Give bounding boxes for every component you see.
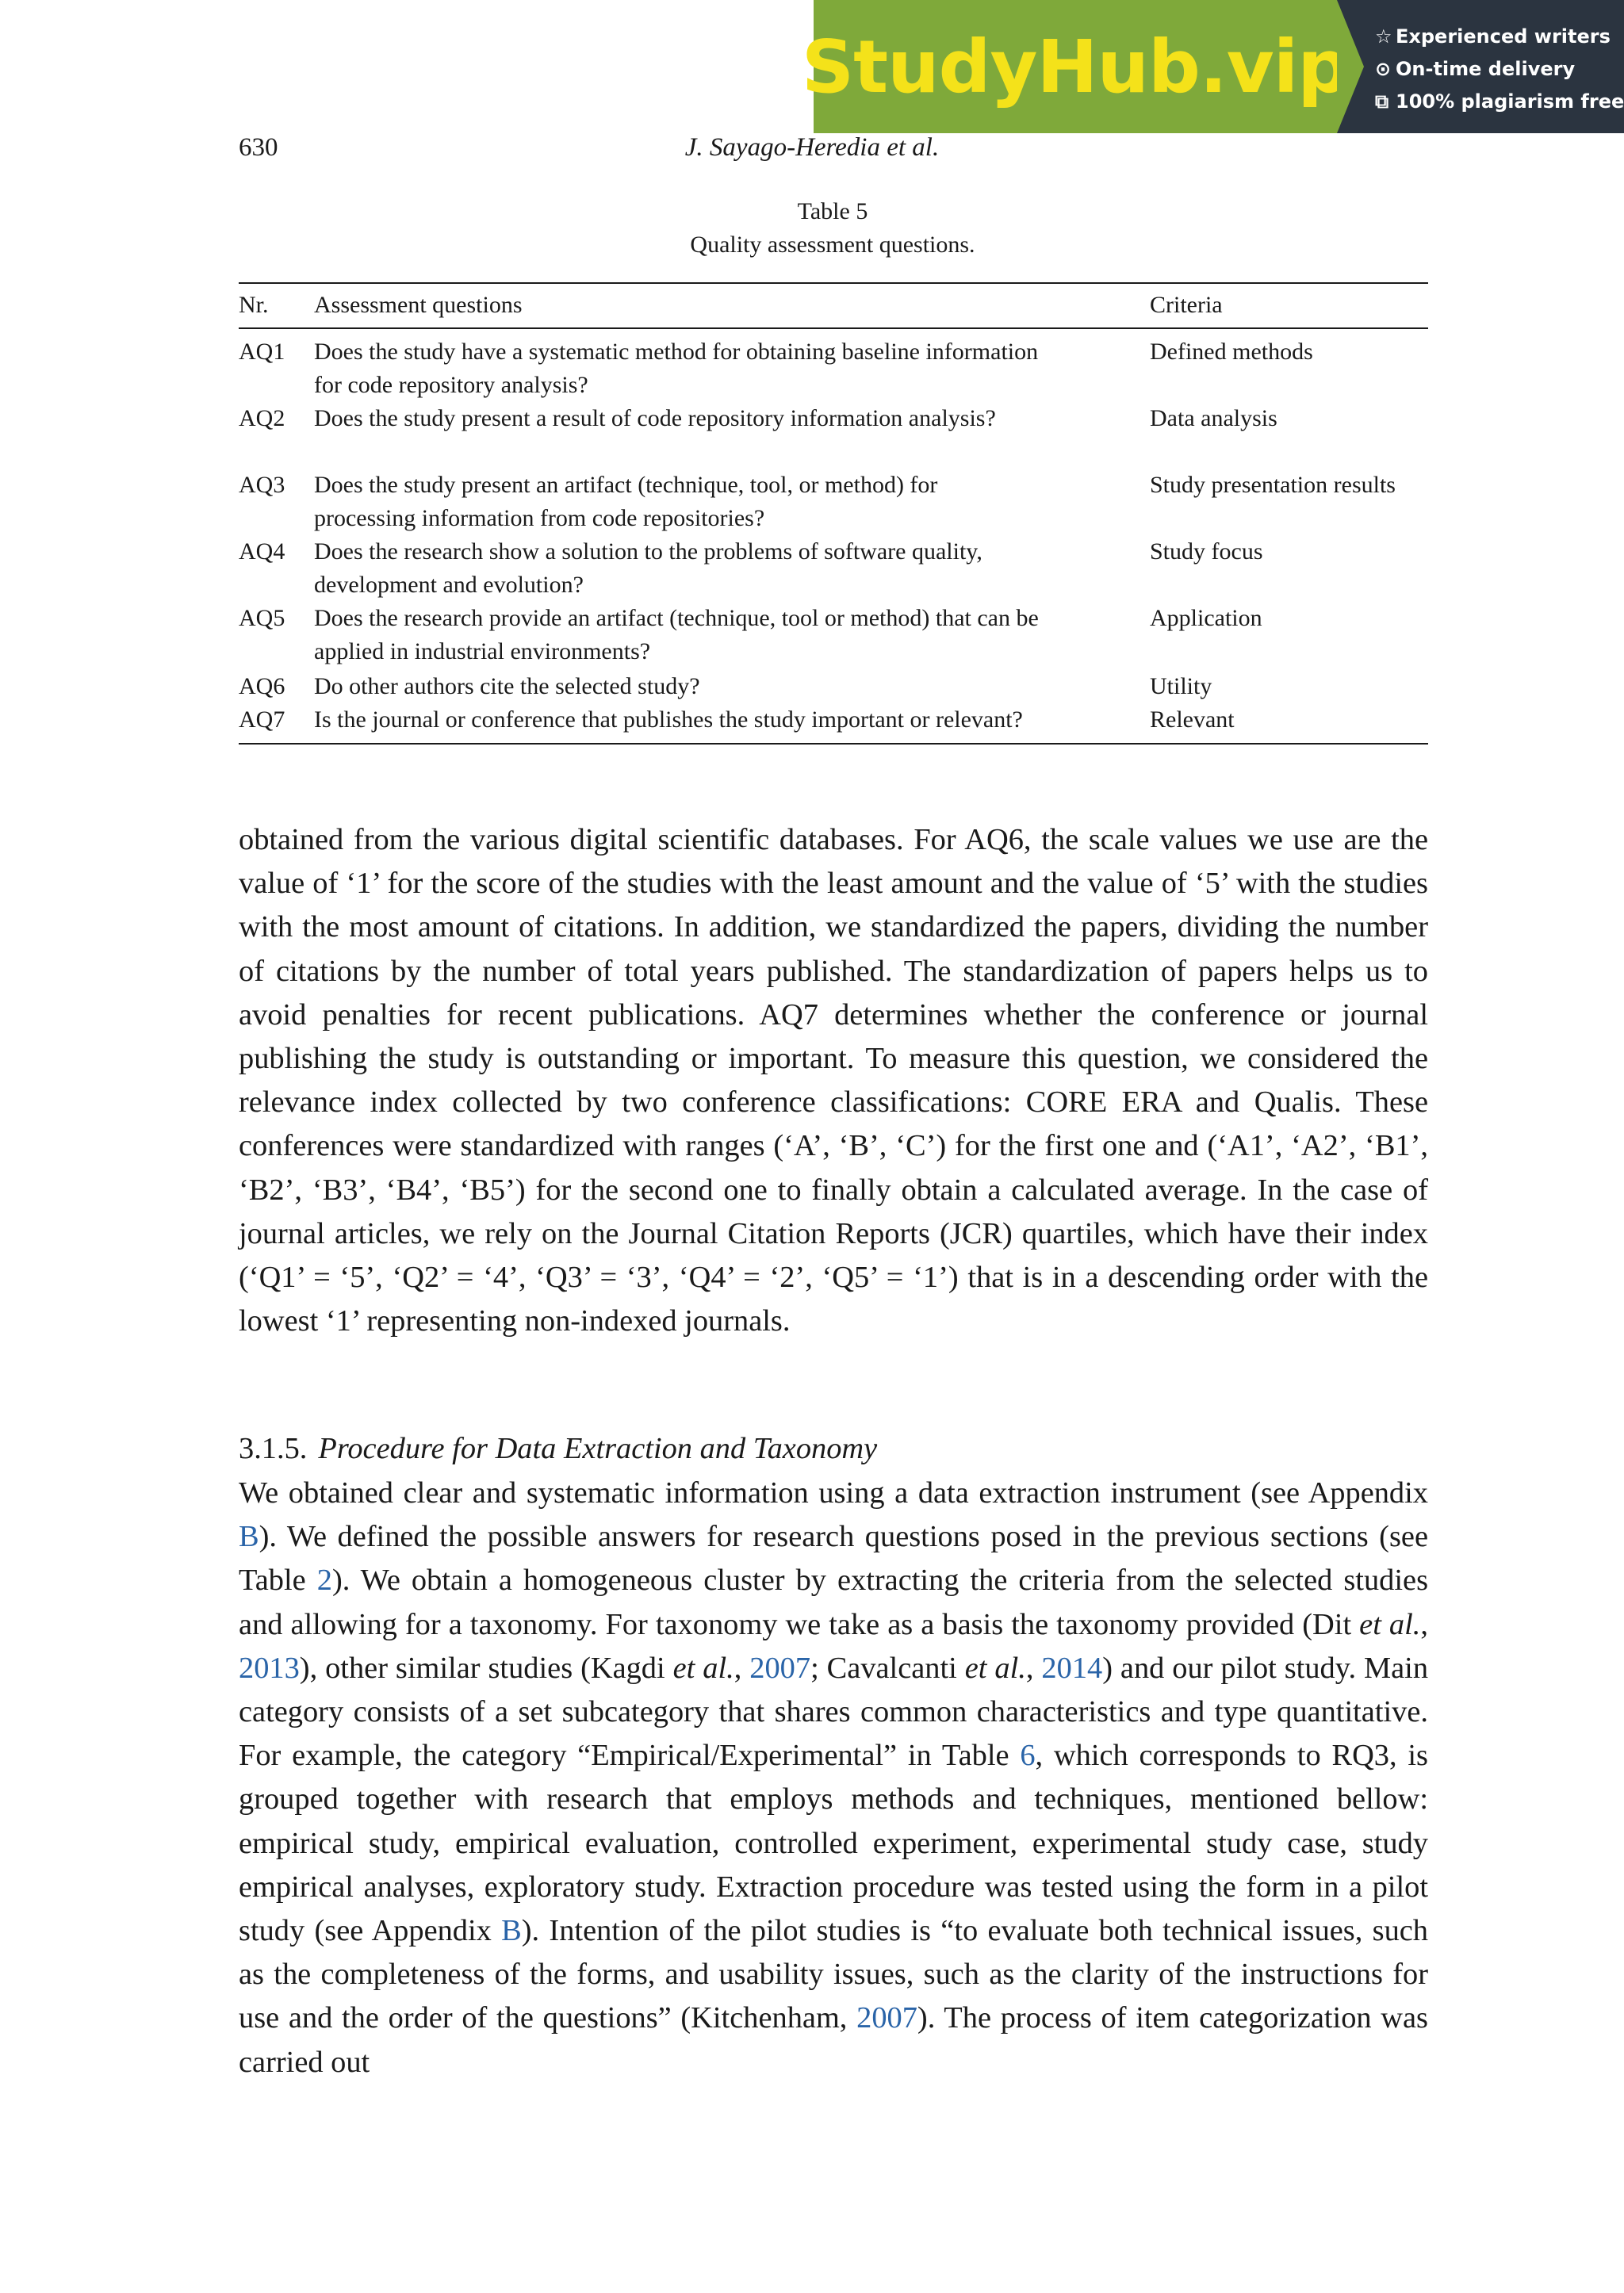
banner-arrow xyxy=(1337,0,1364,133)
section-number: 3.1.5. xyxy=(239,1432,308,1465)
text-run: , which corresponds to RQ3, is grouped together with research that employs methods and techniques, mentioned bellow: empirical study, empirical evaluation, controlled experiment, experimental study case, study empirical analyses, exploratory study. Extraction procedure was tested using the form in a pilot study (see Appendix xyxy=(239,1739,1428,1948)
table-title: Quality assessment questions. xyxy=(690,232,975,258)
table-header-rule xyxy=(239,327,1428,329)
row-criteria: Application xyxy=(1150,605,1262,631)
row-nr: AQ1 xyxy=(239,339,285,365)
studyhub-logo[interactable] xyxy=(801,0,1350,133)
ref-appendix-b[interactable]: B xyxy=(501,1914,522,1948)
question-line: Does the study present an artifact (technique, tool, or method) for xyxy=(314,472,938,498)
feature-text: Experienced writers xyxy=(1396,25,1611,48)
header-criteria: Criteria xyxy=(1150,292,1223,318)
body-paragraph: obtained from the various digital scientific databases. For AQ6, the scale values we use are the value of ‘1’ for the score of the studies with the least amount and the value of ‘5’ with the studies with the most amount of citations. In addition, we standardized the papers, dividing the number of citations by the number of total years published. The standardization of papers helps us to avoid penalties for recent publications. AQ7 determines whether the conference or journal publishing the study is outstanding or important. To measure this question, we considered the relevance index collected by two conference classifications: CORE ERA and Qualis. These conferences were standardized with ranges (‘A’, ‘B’, ‘C’) for the first one and (‘A1’, ‘A2’, ‘B1’, ‘B2’, ‘B3’, ‘B4’, ‘B5’) for the second one to finally obtain a calculated average. In the case of journal articles, we rely on the Journal Citation Reports (JCR) quartiles, which have their index (‘Q1’ = ‘5’, ‘Q2’ = ‘4’, ‘Q3’ = ‘3’, ‘Q4’ = ‘2’, ‘Q5’ = ‘1’) that is in a descending order with the lowest ‘1’ representing non-indexed journals. xyxy=(239,823,1428,1338)
row-question: Is the journal or conference that publishes the study important or relevant? xyxy=(314,706,1023,733)
feature-on-time-delivery xyxy=(1375,53,1624,86)
star-icon: ☆ xyxy=(1375,25,1392,48)
text-run: ; Cavalcanti xyxy=(810,1651,965,1685)
clock-icon: ⊙ xyxy=(1375,58,1392,80)
row-question: Does the study present a result of code repository information analysis? xyxy=(314,405,996,431)
row-nr: AQ6 xyxy=(239,673,285,699)
row-nr: AQ4 xyxy=(239,538,285,565)
copy-icon: ⧉ xyxy=(1375,90,1389,113)
question-line: Does the study have a systematic method for obtaining baseline information xyxy=(314,339,1039,365)
row-criteria: Utility xyxy=(1150,673,1212,699)
question-line: development and evolution? xyxy=(314,572,584,598)
row-question xyxy=(314,335,1136,402)
ref-table-2[interactable]: 2 xyxy=(316,1564,332,1598)
row-criteria: Relevant xyxy=(1150,706,1235,733)
header-question: Assessment questions xyxy=(314,292,523,318)
row-question xyxy=(314,602,1136,668)
table-top-rule xyxy=(239,282,1428,284)
feature-experienced-writers xyxy=(1375,21,1624,53)
ref-table-6[interactable]: 6 xyxy=(1020,1739,1036,1773)
et-al: et al. xyxy=(1359,1607,1421,1641)
running-title: J. Sayago-Heredia et al. xyxy=(684,133,940,162)
text-run: ). We obtain a homogeneous cluster by extracting the criteria from the selected studies and allowing for a taxonomy. For taxonomy we take as a basis the taxonomy provided (Dit xyxy=(239,1564,1429,1641)
page-number: 630 xyxy=(239,133,278,162)
ref-cavalcanti-2014[interactable]: 2014 xyxy=(1041,1651,1103,1685)
text-run: ). Intention of the pilot studies is “to evaluate both technical issues, such as the completeness of the forms, and usability issues, such as the clarity of the instructions for use and the order of the questions” (Kitchenham, xyxy=(239,1914,1429,2035)
table-label: Table 5 xyxy=(797,198,868,224)
ad-banner[interactable] xyxy=(801,0,1624,133)
row-question xyxy=(314,535,1136,602)
text-run: ). We defined the possible answers for research questions posed in the previous sections (see Table xyxy=(239,1520,1428,1598)
text-run: , xyxy=(1420,1607,1428,1641)
section-title: Procedure for Data Extraction and Taxonomy xyxy=(318,1432,878,1465)
question-line: for code repository analysis? xyxy=(314,372,588,398)
ref-dit-2013[interactable]: 2013 xyxy=(239,1651,300,1685)
brand-name: StudyHub.vip xyxy=(801,24,1350,109)
row-question: Do other authors cite the selected study? xyxy=(314,673,700,699)
question-line: Does the research provide an artifact (technique, tool or method) that can be xyxy=(314,605,1039,631)
et-al: et al. xyxy=(672,1651,734,1685)
section-heading xyxy=(239,1427,877,1471)
row-criteria: Defined methods xyxy=(1150,339,1313,365)
feature-plagiarism-free xyxy=(1375,86,1624,118)
banner-features-panel xyxy=(1337,0,1624,133)
row-nr: AQ2 xyxy=(239,405,285,431)
text-run: , xyxy=(1025,1651,1042,1685)
question-line: applied in industrial environments? xyxy=(314,638,651,664)
text-run: ), other similar studies (Kagdi xyxy=(299,1651,673,1685)
text-run: ) and our pilot study. Main category consists of a set subcategory that shares common characteristics and type quantitative. For example, the category “Empirical/Experimental” in Table xyxy=(239,1651,1429,1773)
text-run: We obtained clear and systematic information using a data extraction instrument (see Appendix xyxy=(239,1476,1428,1510)
row-criteria: Study presentation results xyxy=(1150,472,1396,498)
row-criteria: Data analysis xyxy=(1150,405,1277,431)
row-nr: AQ3 xyxy=(239,472,285,498)
feature-text: 100% plagiarism free xyxy=(1396,90,1624,113)
et-al: et al. xyxy=(964,1651,1026,1685)
text-run: ). The process of item categorization was carried out xyxy=(239,2001,1428,2079)
row-criteria: Study focus xyxy=(1150,538,1263,565)
body-paragraph xyxy=(239,1472,1428,2084)
row-question xyxy=(314,469,1136,535)
ref-appendix-b[interactable]: B xyxy=(239,1520,259,1554)
text-run: , xyxy=(733,1651,750,1685)
question-line: processing information from code repositories? xyxy=(314,505,765,531)
header-nr: Nr. xyxy=(239,292,269,318)
feature-text: On-time delivery xyxy=(1396,58,1576,80)
question-line: Does the research show a solution to the problems of software quality, xyxy=(314,538,982,565)
table-bottom-rule xyxy=(239,743,1428,745)
row-nr: AQ5 xyxy=(239,605,285,631)
ref-kagdi-2007[interactable]: 2007 xyxy=(749,1651,811,1685)
row-nr: AQ7 xyxy=(239,706,285,733)
ref-kitchenham-2007[interactable]: 2007 xyxy=(856,2001,917,2035)
